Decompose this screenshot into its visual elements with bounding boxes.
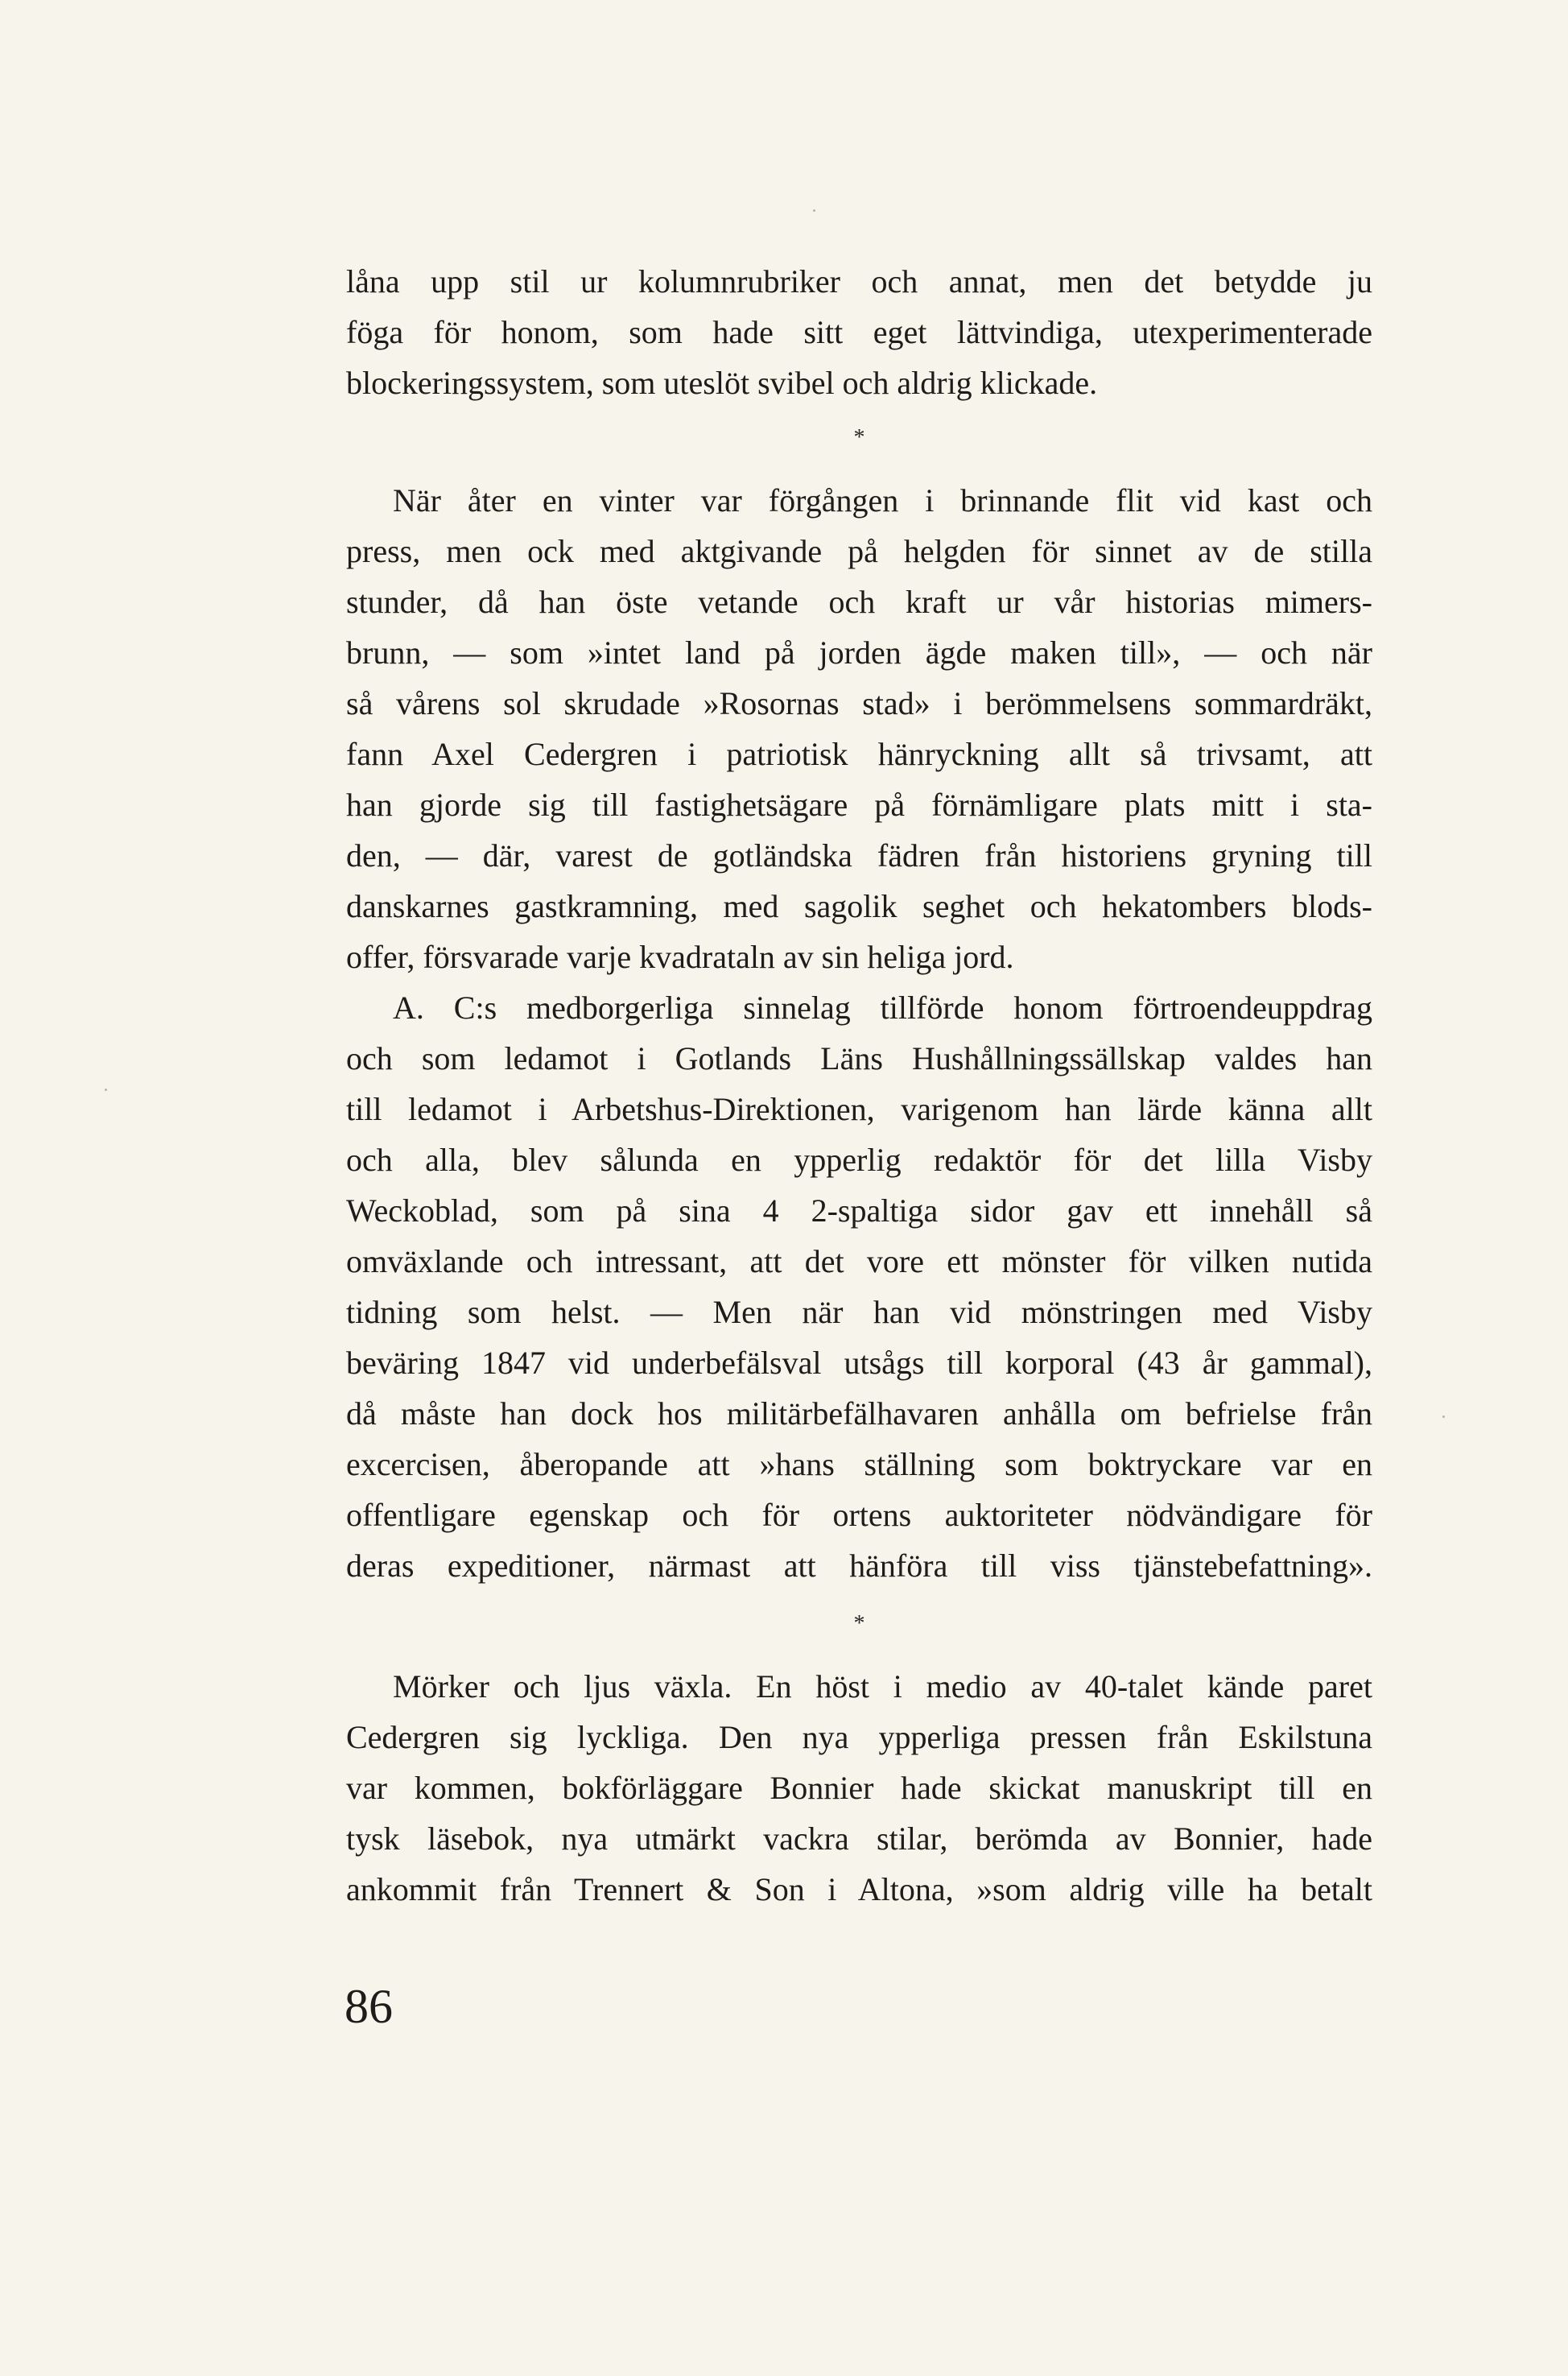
text-line: excercisen, åberopande att »hans ställning som boktryckare var en: [346, 1446, 1372, 1482]
text-line: Cedergren sig lyckliga. Den nya ypperliga pressen från Eskilstuna: [346, 1719, 1372, 1755]
text-line: brunn, — som »intet land på jorden ägde maken till», — och när: [346, 634, 1372, 671]
text-line: ankommit från Trennert & Son i Altona, »som aldrig ville ha betalt: [346, 1871, 1372, 1907]
text-line: offer, försvarade varje kvadrataln av sin heliga jord.: [346, 939, 1014, 975]
text-line: deras expeditioner, närmast att hänföra till viss tjänstebefattning».: [346, 1547, 1372, 1584]
text-line: fann Axel Cedergren i patriotisk hänryckning allt så trivsamt, att: [346, 736, 1372, 772]
section-separator: *: [853, 1611, 865, 1636]
text-line: blockeringssystem, som uteslöt svibel och aldrig klickade.: [346, 365, 1098, 401]
section-separator: *: [853, 425, 865, 450]
paper-speck: [105, 1089, 107, 1091]
text-line: tidning som helst. — Men när han vid mönstringen med Visby: [346, 1294, 1372, 1330]
text-line: och som ledamot i Gotlands Läns Hushållningssällskap valdes han: [346, 1040, 1372, 1076]
text-line: då måste han dock hos militärbefälhavaren anhålla om befrielse från: [346, 1395, 1372, 1432]
text-line: till ledamot i Arbetshus-Direktionen, varigenom han lärde känna allt: [346, 1091, 1372, 1127]
text-line: press, men ock med aktgivande på helgden för sinnet av de stilla: [346, 533, 1372, 569]
text-line: stunder, då han öste vetande och kraft ur vår historias mimers-: [346, 584, 1372, 620]
paragraph-2: [346, 475, 1372, 982]
text-line: och alla, blev sålunda en ypperlig redaktör för det lilla Visby: [346, 1142, 1372, 1178]
text-line: låna upp stil ur kolumnrubriker och annat, men det betydde ju: [346, 263, 1372, 300]
text-line: föga för honom, som hade sitt eget lättvindiga, utexperimenterade: [346, 314, 1372, 350]
text-line: tysk läsebok, nya utmärkt vackra stilar, berömda av Bonnier, hade: [346, 1820, 1372, 1857]
paper-speck: [1442, 1415, 1445, 1418]
text-line: danskarnes gastkramning, med sagolik seghet och hekatombers blods-: [346, 888, 1372, 924]
text-line: A. C:s medborgerliga sinnelag tillförde honom förtroendeuppdrag: [393, 990, 1372, 1026]
text-line: omväxlande och intressant, att det vore ett mönster för vilken nutida: [346, 1243, 1372, 1279]
text-line: offentligare egenskap och för ortens auktoriteter nödvändigare för: [346, 1497, 1372, 1533]
text-line: han gjorde sig till fastighetsägare på förnämligare plats mitt i sta-: [346, 787, 1372, 823]
text-line: så vårens sol skrudade »Rosornas stad» i berömmelsens sommardräkt,: [346, 685, 1372, 721]
page-number: 86: [345, 1980, 393, 2033]
paragraph-4: [346, 1661, 1372, 1915]
text-line: Mörker och ljus växla. En höst i medio av 40-talet kände paret: [393, 1668, 1372, 1705]
paragraph-3: [346, 982, 1372, 1591]
text-line: den, — där, varest de gotländska fädren från historiens gryning till: [346, 837, 1372, 874]
text-line: Weckoblad, som på sina 4 2-spaltiga sidor gav ett innehåll så: [346, 1192, 1372, 1229]
text-line: När åter en vinter var förgången i brinnande flit vid kast och: [393, 482, 1372, 519]
paragraph-1: [346, 256, 1372, 408]
paper-speck: [813, 209, 815, 212]
text-line: beväring 1847 vid underbefälsval utsågs till korporal (43 år gammal),: [346, 1345, 1372, 1381]
text-line: var kommen, bokförläggare Bonnier hade skickat manuskript till en: [346, 1770, 1372, 1806]
